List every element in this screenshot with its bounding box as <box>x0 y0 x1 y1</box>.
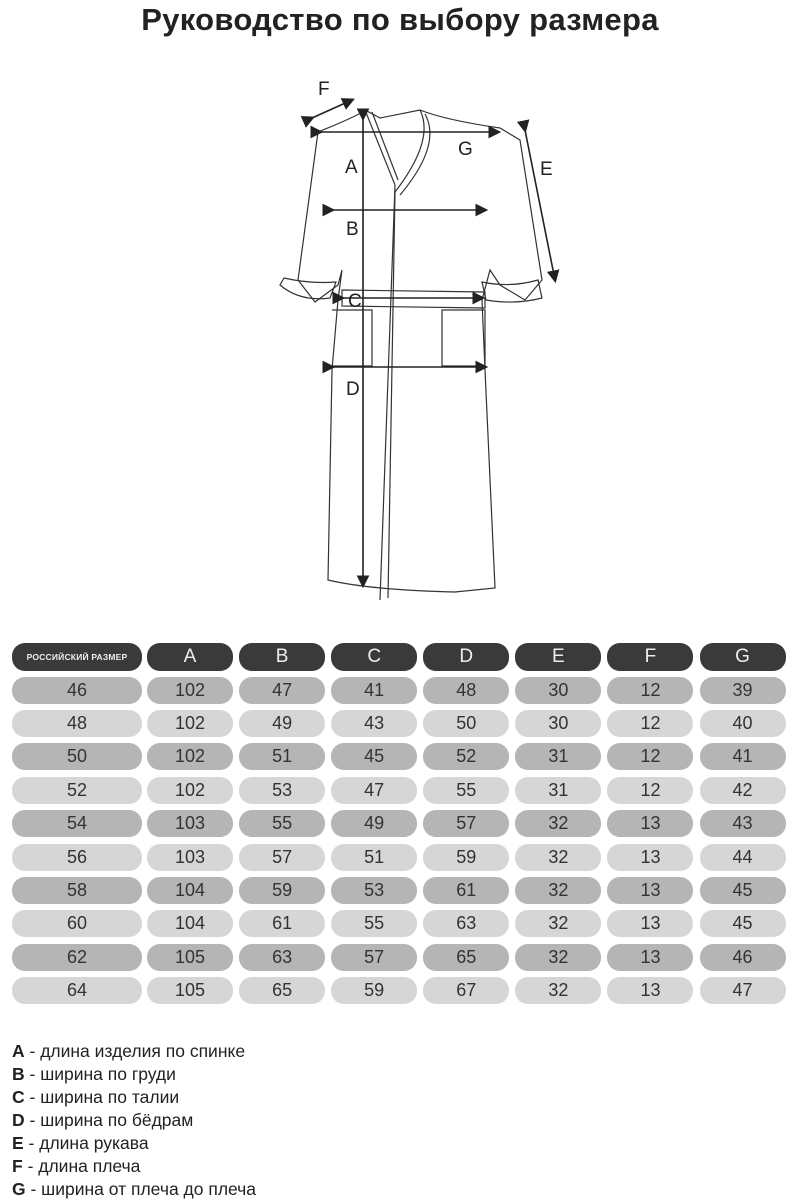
size-cell: 64 <box>12 977 142 1004</box>
measure-cell: 12 <box>607 677 693 704</box>
measure-cell: 47 <box>331 777 417 804</box>
measure-cell: 52 <box>423 743 509 770</box>
table-header-row <box>12 640 792 673</box>
label-c: C <box>348 291 362 312</box>
measure-cell: 55 <box>331 910 417 937</box>
robe-outline <box>280 110 542 600</box>
measure-cell: 32 <box>515 944 601 971</box>
measure-cell: 30 <box>515 677 601 704</box>
measure-cell: 31 <box>515 743 601 770</box>
size-cell: 52 <box>12 777 142 804</box>
legend <box>12 1040 512 1201</box>
header-cell: G <box>700 643 786 671</box>
measure-cell: 51 <box>239 743 325 770</box>
measure-cell: 12 <box>607 743 693 770</box>
header-cell: C <box>331 643 417 671</box>
measure-cell: 49 <box>331 810 417 837</box>
header-cell: F <box>607 643 693 671</box>
measure-cell: 44 <box>700 844 786 871</box>
measure-cell: 104 <box>147 910 233 937</box>
measure-cell: 42 <box>700 777 786 804</box>
measure-cell: 13 <box>607 944 693 971</box>
table-row <box>12 807 792 840</box>
table-row <box>12 774 792 807</box>
measure-cell: 51 <box>331 844 417 871</box>
legend-item: F - длина плеча <box>12 1156 141 1176</box>
size-cell: 62 <box>12 944 142 971</box>
measure-cell: 61 <box>423 877 509 904</box>
measure-cell: 45 <box>331 743 417 770</box>
measure-cell: 105 <box>147 944 233 971</box>
label-a: A <box>345 157 358 178</box>
measure-cell: 12 <box>607 710 693 737</box>
size-cell: 50 <box>12 743 142 770</box>
measure-cell: 47 <box>239 677 325 704</box>
size-cell: 56 <box>12 844 142 871</box>
measure-cell: 57 <box>239 844 325 871</box>
header-cell: E <box>515 643 601 671</box>
size-cell: 60 <box>12 910 142 937</box>
table-row <box>12 840 792 873</box>
measure-cell: 65 <box>239 977 325 1004</box>
measure-cell: 13 <box>607 977 693 1004</box>
measure-cell: 53 <box>239 777 325 804</box>
measure-cell: 13 <box>607 877 693 904</box>
legend-item: D - ширина по бёдрам <box>12 1110 194 1130</box>
label-e: E <box>540 159 553 180</box>
measure-cell: 32 <box>515 844 601 871</box>
header-cell: РОССИЙСКИЙ РАЗМЕР <box>12 643 142 671</box>
legend-item: A - длина изделия по спинке <box>12 1041 246 1061</box>
measure-cell: 41 <box>700 743 786 770</box>
measure-cell: 102 <box>147 743 233 770</box>
label-d: D <box>346 379 360 400</box>
measure-cell: 13 <box>607 810 693 837</box>
measure-cell: 53 <box>331 877 417 904</box>
table-row <box>12 907 792 940</box>
measure-cell: 40 <box>700 710 786 737</box>
legend-item: E - длина рукава <box>12 1133 149 1153</box>
table-row <box>12 740 792 773</box>
measure-cell: 104 <box>147 877 233 904</box>
measure-cell: 45 <box>700 910 786 937</box>
legend-item: B - ширина по груди <box>12 1064 176 1084</box>
table-row <box>12 673 792 706</box>
measure-cell: 32 <box>515 810 601 837</box>
label-b: B <box>346 219 359 240</box>
measure-cell: 63 <box>423 910 509 937</box>
size-cell: 54 <box>12 810 142 837</box>
size-cell: 46 <box>12 677 142 704</box>
size-table <box>12 640 792 1007</box>
measure-cell: 32 <box>515 977 601 1004</box>
header-cell: B <box>239 643 325 671</box>
measure-cell: 32 <box>515 877 601 904</box>
measure-cell: 63 <box>239 944 325 971</box>
measure-cell: 41 <box>331 677 417 704</box>
measure-cell: 47 <box>700 977 786 1004</box>
label-f: F <box>318 79 330 100</box>
measure-cell: 39 <box>700 677 786 704</box>
measure-cell: 59 <box>239 877 325 904</box>
measure-cell: 103 <box>147 810 233 837</box>
table-row <box>12 974 792 1007</box>
measure-cell: 55 <box>423 777 509 804</box>
measure-cell: 49 <box>239 710 325 737</box>
measure-cell: 30 <box>515 710 601 737</box>
measure-cell: 13 <box>607 844 693 871</box>
measure-cell: 102 <box>147 710 233 737</box>
table-row <box>12 707 792 740</box>
robe-illustration <box>270 70 570 610</box>
measure-cell: 32 <box>515 910 601 937</box>
measure-cell: 13 <box>607 910 693 937</box>
table-row <box>12 874 792 907</box>
header-cell: A <box>147 643 233 671</box>
measure-cell: 45 <box>700 877 786 904</box>
measure-cell: 61 <box>239 910 325 937</box>
measure-cell: 12 <box>607 777 693 804</box>
measure-cell: 31 <box>515 777 601 804</box>
measure-cell: 67 <box>423 977 509 1004</box>
measure-cell: 57 <box>331 944 417 971</box>
label-g: G <box>458 139 473 160</box>
measure-cell: 55 <box>239 810 325 837</box>
legend-item: C - ширина по талии <box>12 1087 180 1107</box>
table-row <box>12 941 792 974</box>
measure-cell: 102 <box>147 677 233 704</box>
header-cell: D <box>423 643 509 671</box>
size-cell: 48 <box>12 710 142 737</box>
measure-cell: 46 <box>700 944 786 971</box>
measure-cell: 65 <box>423 944 509 971</box>
measure-cell: 103 <box>147 844 233 871</box>
size-cell: 58 <box>12 877 142 904</box>
page-title: Руководство по выбору размера <box>141 2 659 37</box>
robe-diagram <box>270 70 570 610</box>
measure-cell: 59 <box>331 977 417 1004</box>
measure-cell: 57 <box>423 810 509 837</box>
measure-cell: 48 <box>423 677 509 704</box>
measure-cell: 59 <box>423 844 509 871</box>
measure-cell: 102 <box>147 777 233 804</box>
measure-cell: 50 <box>423 710 509 737</box>
measure-cell: 105 <box>147 977 233 1004</box>
measure-cell: 43 <box>700 810 786 837</box>
legend-item: G - ширина от плеча до плеча <box>12 1179 257 1199</box>
measure-cell: 43 <box>331 710 417 737</box>
